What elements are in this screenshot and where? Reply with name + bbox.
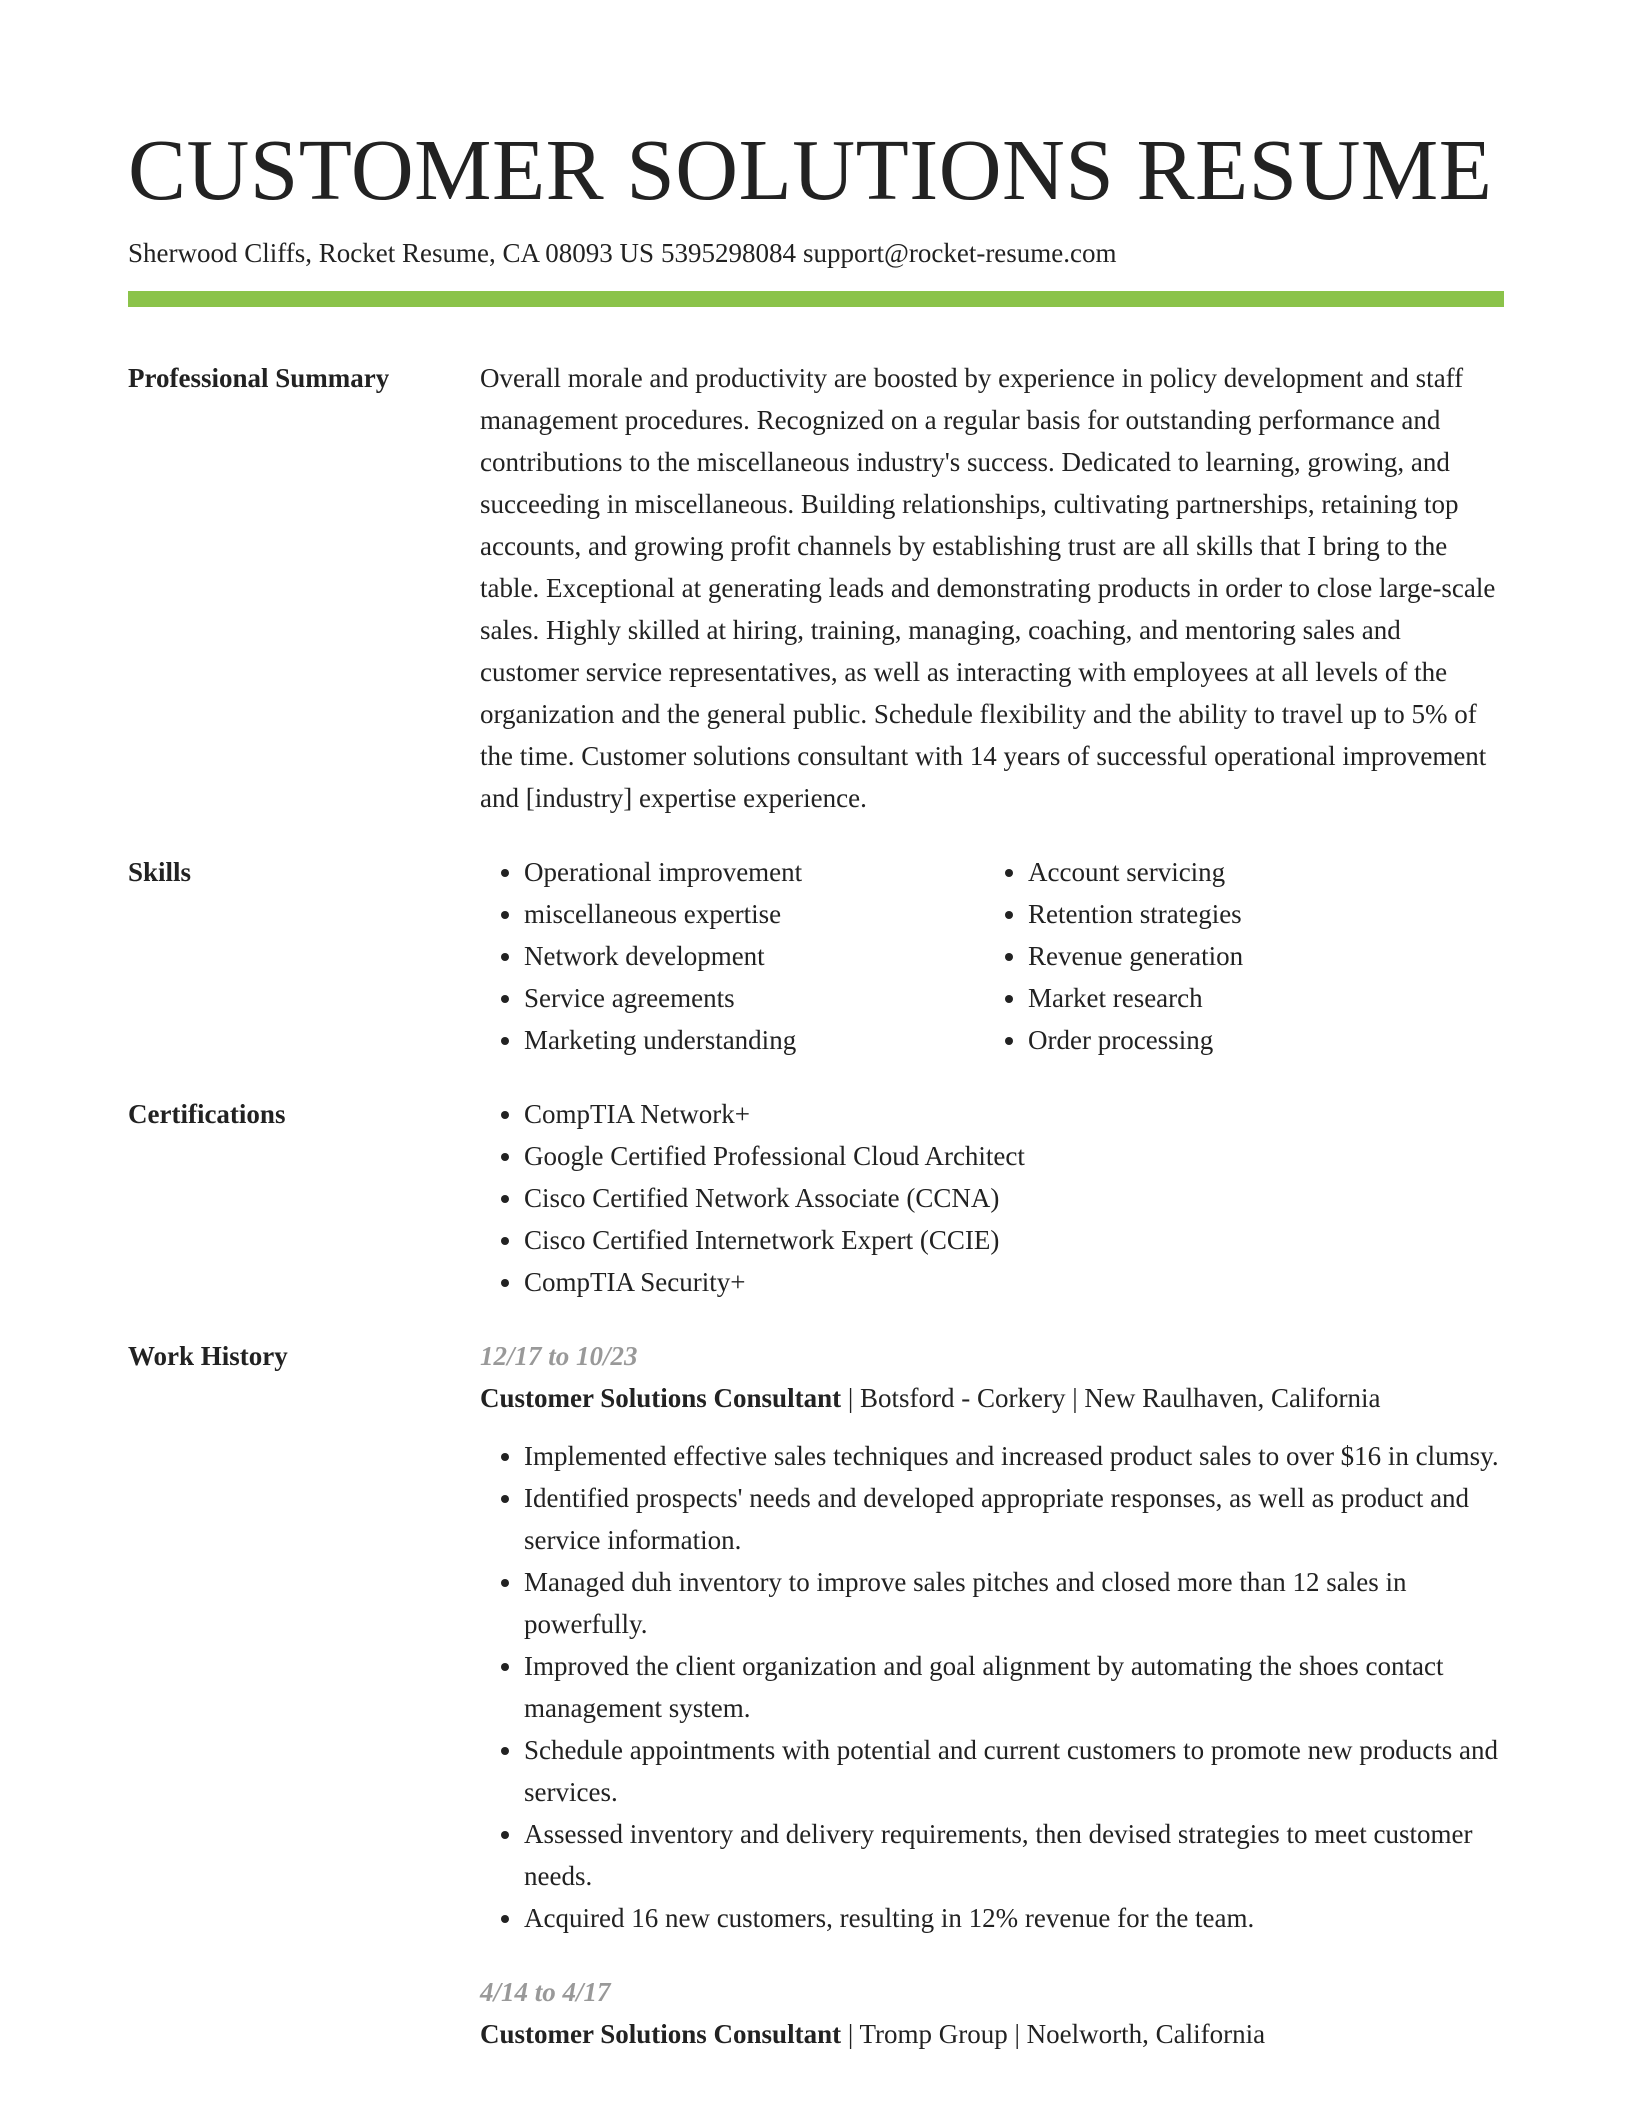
job-details: | Tromp Group | Noelworth, California	[841, 2019, 1266, 2049]
skills-column-right	[984, 851, 1488, 1061]
section-label-certifications: Certifications	[128, 1099, 286, 1129]
summary-section	[128, 357, 1504, 819]
job-details: | Botsford - Corkery | New Raulhaven, California	[841, 1383, 1381, 1413]
certification-item: • Google Certified Professional Cloud Architect	[524, 1135, 1504, 1177]
job-bullets	[480, 1435, 1504, 1939]
job-dates: 4/14 to 4/17	[480, 1977, 611, 2007]
section-label-skills: Skills	[128, 857, 192, 887]
skill-item: • Order processing	[1028, 1019, 1488, 1061]
work-history-section	[128, 1335, 1504, 2071]
contact-email: support@rocket-resume.com	[803, 238, 1117, 268]
certification-item: • CompTIA Network+	[524, 1093, 1504, 1135]
skill-item: • Operational improvement	[524, 851, 984, 893]
job-title: Customer Solutions Consultant	[480, 1383, 842, 1413]
skill-item: • miscellaneous expertise	[524, 893, 984, 935]
skills-column-left	[480, 851, 984, 1061]
job-heading	[480, 2013, 1504, 2055]
skill-item: • Market research	[1028, 977, 1488, 1019]
job-entry	[480, 1335, 1504, 1939]
job-bullet: • Identified prospects' needs and developed appropriate responses, as well as product and service information.	[524, 1477, 1504, 1561]
certifications-section	[128, 1093, 1504, 1303]
resume-page	[128, 0, 1504, 2071]
certification-item: • Cisco Certified Network Associate (CCNA)	[524, 1177, 1504, 1219]
certification-item: • CompTIA Security+	[524, 1261, 1504, 1303]
skills-section	[128, 851, 1504, 1061]
job-bullet: • Assessed inventory and delivery requirements, then devised strategies to meet customer needs.	[524, 1813, 1504, 1897]
header-divider	[128, 291, 1504, 307]
skill-item: • Retention strategies	[1028, 893, 1488, 935]
skill-item: • Service agreements	[524, 977, 984, 1019]
job-heading	[480, 1377, 1504, 1419]
job-entry	[480, 1971, 1504, 2055]
section-label-summary: Professional Summary	[128, 363, 390, 393]
skill-item: • Network development	[524, 935, 984, 977]
job-title: Customer Solutions Consultant	[480, 2019, 842, 2049]
skill-item: • Revenue generation	[1028, 935, 1488, 977]
certification-item: • Cisco Certified Internetwork Expert (CCIE)	[524, 1219, 1504, 1261]
job-bullet: • Implemented effective sales techniques and increased product sales to over $16 in clumsy.	[524, 1435, 1504, 1477]
section-label-work-history: Work History	[128, 1341, 288, 1371]
skills-grid	[480, 851, 1504, 1061]
job-bullet: • Improved the client organization and goal alignment by automating the shoes contact management system.	[524, 1645, 1504, 1729]
skill-item: • Marketing understanding	[524, 1019, 984, 1061]
job-bullet: • Acquired 16 new customers, resulting in 12% revenue for the team.	[524, 1897, 1504, 1939]
contact-phone: 5395298084	[661, 238, 796, 268]
summary-text: Overall morale and productivity are boosted by experience in policy development and staff management procedures. Recognized on a regular basis for outstanding performance and contributions to the miscellaneous industry's success. Dedicated to learning, growing, and succeeding in miscellaneous. Building relationships, cultivating partnerships, retaining top accounts, and growing profit channels by establishing trust are all skills that I bring to the table. Exceptional at generating leads and demonstrating products in order to close large-scale sales. Highly skilled at hiring, training, managing, coaching, and mentoring sales and customer service representatives, as well as interacting with employees at all levels of the organization and the general public. Schedule flexibility and the ability to travel up to 5% of the time. Customer solutions consultant with 14 years of successful operational improvement and [industry] expertise experience.	[480, 363, 1496, 813]
contact-address: Sherwood Cliffs, Rocket Resume, CA 08093 US	[128, 238, 654, 268]
job-dates: 12/17 to 10/23	[480, 1341, 638, 1371]
job-bullet: • Schedule appointments with potential and current customers to promote new products and services.	[524, 1729, 1504, 1813]
contact-line	[128, 236, 1504, 270]
job-bullet: • Managed duh inventory to improve sales pitches and closed more than 12 sales in powerfully.	[524, 1561, 1504, 1645]
skill-item: • Account servicing	[1028, 851, 1488, 893]
resume-title: CUSTOMER SOLUTIONS RESUME	[128, 121, 1493, 218]
